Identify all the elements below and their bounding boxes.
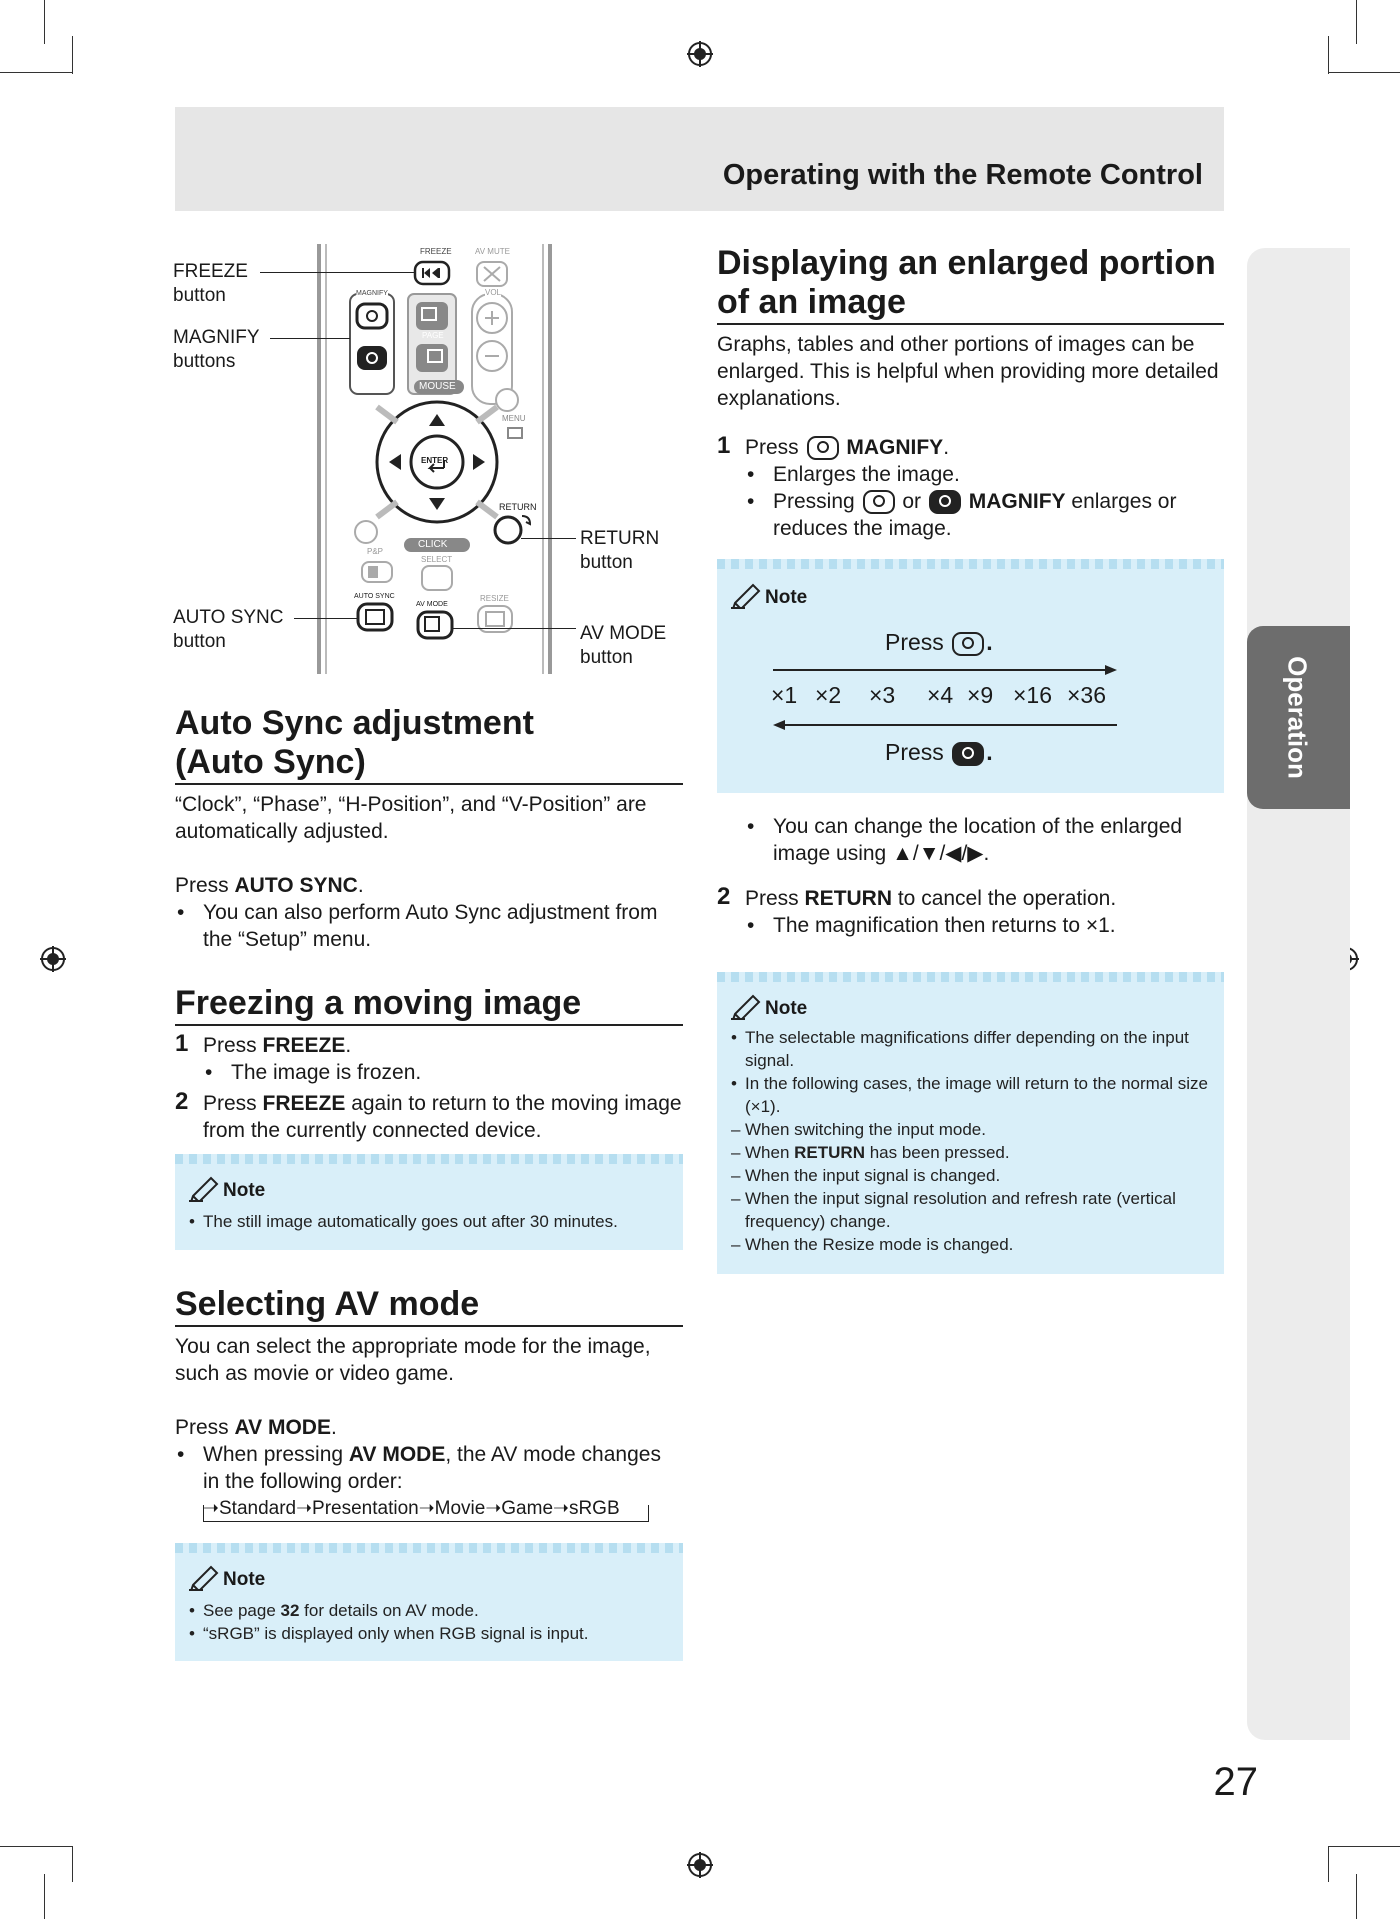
remote-label-auto-sync: AUTO SYNC xyxy=(354,593,395,600)
note-item: • “sRGB” is displayed only when RGB signal is input. xyxy=(189,1622,683,1645)
pencil-icon xyxy=(731,992,763,1020)
callout-line xyxy=(294,618,358,619)
callout-magnify xyxy=(173,326,260,374)
note-label: Note xyxy=(765,998,808,1019)
callout-auto-sync xyxy=(173,606,284,654)
cycle-arrow: ➝ xyxy=(203,1498,219,1519)
cycle-item: Movie xyxy=(434,1497,486,1519)
crop-mark xyxy=(1328,36,1329,74)
note-box xyxy=(717,972,1224,1274)
crop-mark xyxy=(72,36,73,74)
text: . xyxy=(943,436,950,459)
scale-value: ×1 xyxy=(771,682,798,708)
callout-av-mode-sub: button xyxy=(580,647,633,668)
crop-mark xyxy=(1356,1874,1357,1919)
callout-av-mode xyxy=(580,622,666,670)
callout-freeze xyxy=(173,260,248,308)
crop-mark xyxy=(1356,72,1400,73)
section-enlarge-cont xyxy=(717,813,1224,939)
text: Pressing xyxy=(773,490,861,513)
step xyxy=(175,1090,683,1144)
scale-value: ×9 xyxy=(967,682,994,708)
callout-line xyxy=(260,272,415,273)
text: See page xyxy=(203,1601,281,1620)
text: Press xyxy=(175,874,235,897)
remote-label-resize: RESIZE xyxy=(480,594,509,603)
crop-mark xyxy=(0,1846,72,1847)
callout-line xyxy=(270,338,350,339)
step xyxy=(717,885,1224,939)
callout-av-mode-title: AV MODE xyxy=(580,623,667,644)
cycle-arrow: ➝ xyxy=(485,1498,502,1519)
paragraph: You can select the appropriate mode for the image, such as movie or video game. xyxy=(175,1335,651,1385)
section-title: Freezing a moving image xyxy=(175,984,683,1026)
callout-line xyxy=(521,538,576,539)
note-box xyxy=(175,1543,683,1661)
arrow-left-icon xyxy=(773,719,1117,731)
crop-mark xyxy=(44,1874,45,1919)
callout-line xyxy=(452,628,576,629)
key-name: RETURN xyxy=(794,1143,865,1162)
section-title xyxy=(717,244,1224,325)
remote-figure xyxy=(172,244,692,676)
pencil-icon xyxy=(189,1174,221,1202)
side-tab-operation xyxy=(1247,626,1350,809)
note-label: Note xyxy=(223,1569,266,1590)
text: again to return to the moving image from the currently connected device. xyxy=(203,1092,682,1142)
note-border xyxy=(717,559,1224,569)
remote-label-av-mute: AV MUTE xyxy=(475,247,510,256)
press-reduce-label: Press . xyxy=(885,739,993,765)
scale-value: ×16 xyxy=(1013,682,1053,708)
remote-label-click: CLICK xyxy=(418,539,448,550)
step-number: 1 xyxy=(175,1030,189,1057)
note-item: • In the following cases, the image will return to the normal size (×1). xyxy=(731,1072,1212,1118)
section-title-line: Displaying an enlarged portion xyxy=(717,244,1216,282)
callout-magnify-sub: buttons xyxy=(173,351,236,372)
magnify-plus-icon xyxy=(863,490,895,514)
page-ref: 32 xyxy=(280,1601,300,1620)
remote-label-magnify: MAGNIFY xyxy=(356,290,388,297)
crop-mark xyxy=(72,1846,73,1882)
text: to cancel the operation. xyxy=(892,887,1117,910)
key-name: MAGNIFY xyxy=(968,490,1066,513)
note-header xyxy=(731,581,1224,609)
text: Press xyxy=(745,887,805,910)
instruction xyxy=(175,1414,683,1441)
side-tab-label: Operation xyxy=(1282,656,1313,779)
text: When pressing xyxy=(203,1443,349,1466)
remote-label-vol: VOL xyxy=(485,288,502,297)
section-title-line: of an image xyxy=(717,283,906,321)
note-item: • The selectable magnifications differ depending on the input signal. xyxy=(731,1026,1212,1072)
section-freeze xyxy=(175,984,683,1144)
callout-freeze-sub: button xyxy=(173,285,226,306)
note-label: Note xyxy=(223,1180,266,1201)
key-name: AV MODE xyxy=(234,1416,331,1439)
key-name: FREEZE xyxy=(262,1034,346,1057)
key-name: AV MODE xyxy=(348,1443,446,1466)
instruction xyxy=(175,872,683,899)
note-header xyxy=(189,1174,683,1202)
text: . xyxy=(345,1034,352,1057)
text: , the AV mode changes in the following order: xyxy=(203,1443,661,1493)
callout-return-title: RETURN xyxy=(580,528,660,549)
note-subitem: – When the input signal is changed. xyxy=(731,1164,1212,1187)
side-tab-track xyxy=(1247,248,1350,1740)
key-name: FREEZE xyxy=(262,1092,346,1115)
cycle-items xyxy=(203,1497,624,1520)
step-number: 2 xyxy=(717,883,731,910)
text: Press xyxy=(203,1034,263,1057)
pencil-icon xyxy=(731,581,763,609)
text: or xyxy=(896,490,927,513)
remote-label-freeze: FREEZE xyxy=(420,247,452,256)
callout-magnify-title: MAGNIFY xyxy=(173,327,260,348)
crop-mark xyxy=(1328,1846,1400,1847)
text: has been pressed. xyxy=(869,1143,1010,1162)
section-auto-sync xyxy=(175,704,683,953)
bullet-item xyxy=(745,488,1224,542)
press-word: Press xyxy=(885,629,944,655)
registration-mark-icon xyxy=(40,946,66,972)
text: . xyxy=(330,1416,337,1439)
scale-value: ×4 xyxy=(927,682,954,708)
key-name: RETURN xyxy=(804,887,893,910)
registration-mark-icon xyxy=(687,41,713,67)
section-av-mode xyxy=(175,1285,683,1527)
cycle-arrow: ➝ xyxy=(553,1498,569,1519)
note-subitem: – When the input signal resolution and refresh rate (vertical frequency) change. xyxy=(731,1187,1212,1233)
note-subitem: – When switching the input mode. xyxy=(731,1118,1212,1141)
scale-value: ×2 xyxy=(815,682,842,708)
crop-mark xyxy=(1328,1846,1329,1882)
magnify-plus-icon xyxy=(807,436,839,460)
callout-return-sub: button xyxy=(580,552,633,573)
note-border xyxy=(717,972,1224,982)
paragraph: “Clock”, “Phase”, “H-Position”, and “V-Position” are automatically adjusted. xyxy=(175,793,647,843)
note-border xyxy=(175,1154,683,1164)
step xyxy=(175,1032,683,1086)
bullet-item: • You can also perform Auto Sync adjustment from the “Setup” menu. xyxy=(175,899,683,953)
callout-return xyxy=(580,527,659,575)
callout-auto-sync-title: AUTO SYNC xyxy=(173,607,284,628)
note-header xyxy=(189,1563,683,1591)
note-item xyxy=(189,1599,683,1622)
note-box-magnification xyxy=(717,559,1224,793)
crop-mark xyxy=(36,72,72,73)
bullet-item xyxy=(175,1441,683,1495)
remote-label-menu: MENU xyxy=(502,414,526,423)
remote-label-select: SELECT xyxy=(421,555,453,564)
cycle-item: Standard xyxy=(219,1497,297,1519)
remote-label-return: RETURN xyxy=(499,502,537,512)
callout-auto-sync-sub: button xyxy=(173,631,226,652)
registration-mark-icon xyxy=(687,1852,713,1878)
step-number: 2 xyxy=(175,1088,189,1115)
magnify-minus-icon xyxy=(952,742,984,766)
section-enlarge xyxy=(717,244,1224,542)
text: enlarges or reduces the image. xyxy=(773,490,1177,540)
remote-label-page: PAGE xyxy=(422,331,444,340)
page-number: 27 xyxy=(1213,1760,1258,1804)
cycle-item: sRGB xyxy=(569,1498,624,1520)
note-subitem: – When the Resize mode is changed. xyxy=(731,1233,1212,1256)
section-title-line: Auto Sync adjustment xyxy=(175,704,534,742)
text: for details on AV mode. xyxy=(299,1601,479,1620)
scale-value: ×36 xyxy=(1067,682,1107,708)
arrow-right-icon xyxy=(773,664,1117,676)
key-name: MAGNIFY xyxy=(846,436,944,459)
step-number: 1 xyxy=(717,432,731,459)
remote-label-enter: ENTER xyxy=(421,456,449,465)
text: Press xyxy=(203,1092,263,1115)
press-enlarge-label: Press . xyxy=(885,629,993,655)
cycle-item: Presentation xyxy=(312,1497,419,1519)
magnify-minus-icon xyxy=(929,490,961,514)
av-mode-cycle xyxy=(203,1497,649,1527)
text: When xyxy=(745,1143,795,1162)
magnify-plus-icon xyxy=(952,632,984,656)
remote-label-av-mode: AV MODE xyxy=(416,601,448,608)
page-header-title: Operating with the Remote Control xyxy=(722,159,1203,191)
text: . xyxy=(357,874,364,897)
remote-label-mouse: MOUSE xyxy=(419,381,456,392)
section-title-line: (Auto Sync) xyxy=(175,743,366,781)
step xyxy=(717,434,1224,542)
cycle-item: Game xyxy=(501,1497,554,1519)
cycle-arrow: ➝ xyxy=(296,1498,313,1519)
callout-freeze-title: FREEZE xyxy=(173,261,248,282)
note-subitem xyxy=(731,1141,1212,1164)
pencil-icon xyxy=(189,1563,221,1591)
scale-value: ×3 xyxy=(869,682,896,708)
crop-mark xyxy=(44,0,45,44)
crop-mark xyxy=(1356,0,1357,44)
text: Press xyxy=(745,436,805,459)
bullet-item: • You can change the location of the enlarged image using ▲/▼/◀/▶. xyxy=(745,813,1224,867)
press-word: Press xyxy=(885,739,944,765)
remote-label-pp: P&P xyxy=(367,547,384,556)
key-name: AUTO SYNC xyxy=(234,874,358,897)
section-title: Selecting AV mode xyxy=(175,1285,683,1327)
paragraph: Graphs, tables and other portions of images can be enlarged. This is helpful when providing more detailed explanations. xyxy=(717,333,1219,410)
bullet-item: • The magnification then returns to ×1. xyxy=(745,912,1224,939)
note-box xyxy=(175,1154,683,1250)
section-title xyxy=(175,704,683,785)
note-header xyxy=(731,992,1224,1020)
magnification-scale xyxy=(771,682,1111,712)
note-label: Note xyxy=(765,587,808,608)
bullet-item: • The image is frozen. xyxy=(203,1059,683,1086)
cycle-arrow: ➝ xyxy=(418,1498,435,1519)
note-item: • The still image automatically goes out after 30 minutes. xyxy=(189,1210,683,1233)
note-border xyxy=(175,1543,683,1553)
text: Press xyxy=(175,1416,235,1439)
bullet-item: • Enlarges the image. xyxy=(745,461,1224,488)
